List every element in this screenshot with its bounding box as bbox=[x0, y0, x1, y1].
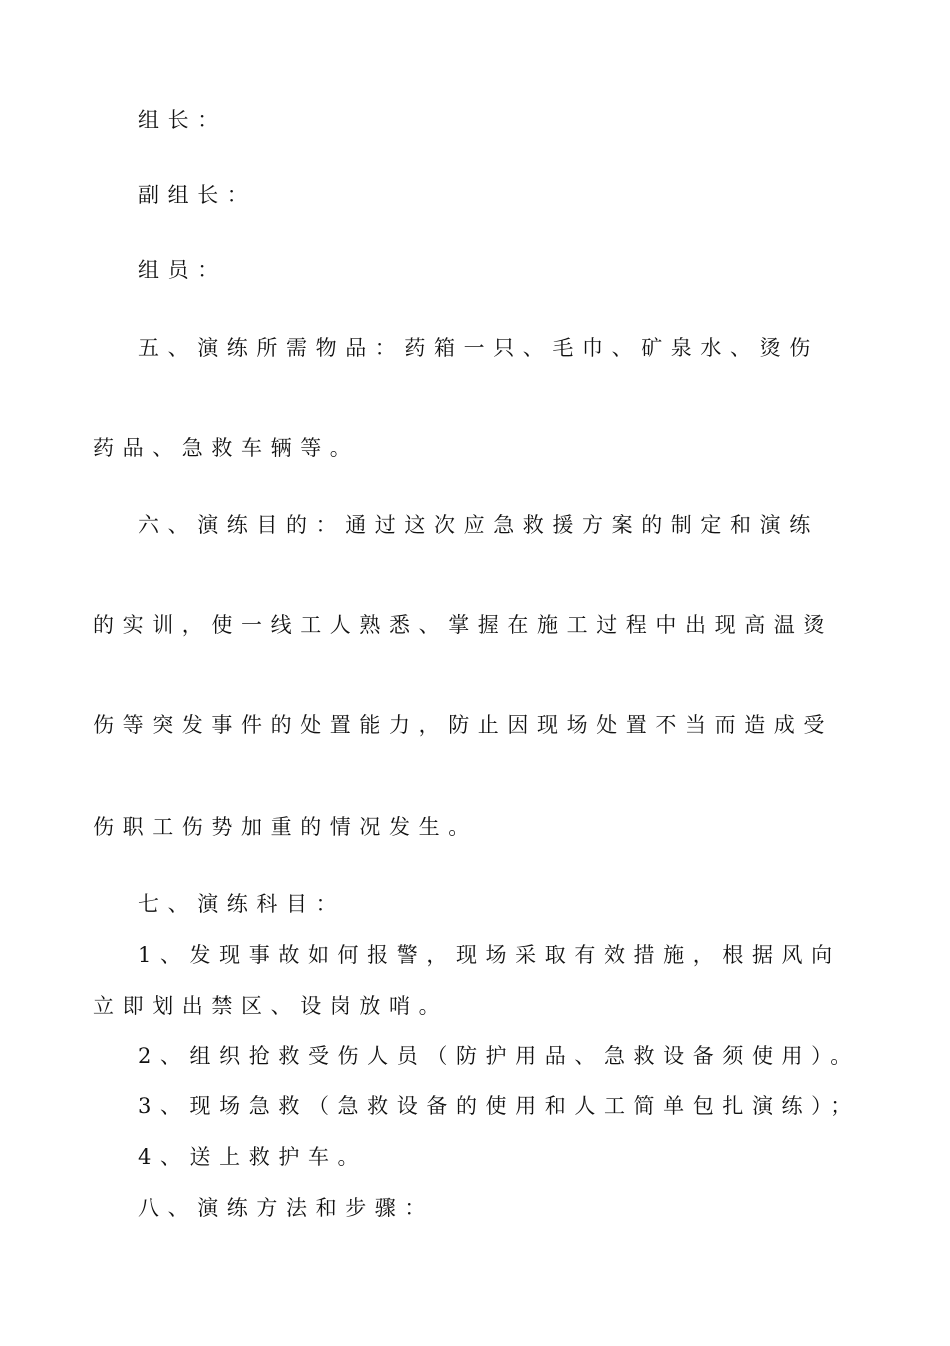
section-5-line: 五、演练所需物品：药箱一只、毛巾、矿泉水、烫伤 bbox=[138, 336, 819, 360]
deputy-leader-line: 副组长： bbox=[138, 183, 257, 207]
item-4-line: 4、送上救护车。 bbox=[138, 1145, 368, 1169]
section-6-line: 六、演练目的：通过这次应急救援方案的制定和演练 bbox=[138, 513, 819, 537]
section-7-heading: 七、演练科目： bbox=[138, 892, 346, 916]
item-1-line: 1、发现事故如何报警，现场采取有效措施，根据风向 bbox=[138, 943, 841, 967]
section-6-continuation-1: 的实训，使一线工人熟悉、掌握在施工过程中出现高温烫 bbox=[93, 613, 833, 637]
members-line: 组员： bbox=[138, 258, 227, 282]
section-5-continuation: 药品、急救车辆等。 bbox=[93, 436, 360, 460]
team-leader-line: 组长： bbox=[138, 108, 227, 132]
section-8-heading: 八、演练方法和步骤： bbox=[138, 1196, 434, 1220]
section-6-continuation-2: 伤等突发事件的处置能力，防止因现场处置不当而造成受 bbox=[93, 713, 833, 737]
item-2-line: 2、组织抢救受伤人员（防护用品、急救设备须使用）。 bbox=[138, 1044, 860, 1068]
item-3-line: 3、现场急救（急救设备的使用和人工简单包扎演练）； bbox=[138, 1094, 860, 1118]
item-1-continuation: 立即划出禁区、设岗放哨。 bbox=[93, 994, 449, 1018]
section-6-continuation-3: 伤职工伤势加重的情况发生。 bbox=[93, 815, 478, 839]
